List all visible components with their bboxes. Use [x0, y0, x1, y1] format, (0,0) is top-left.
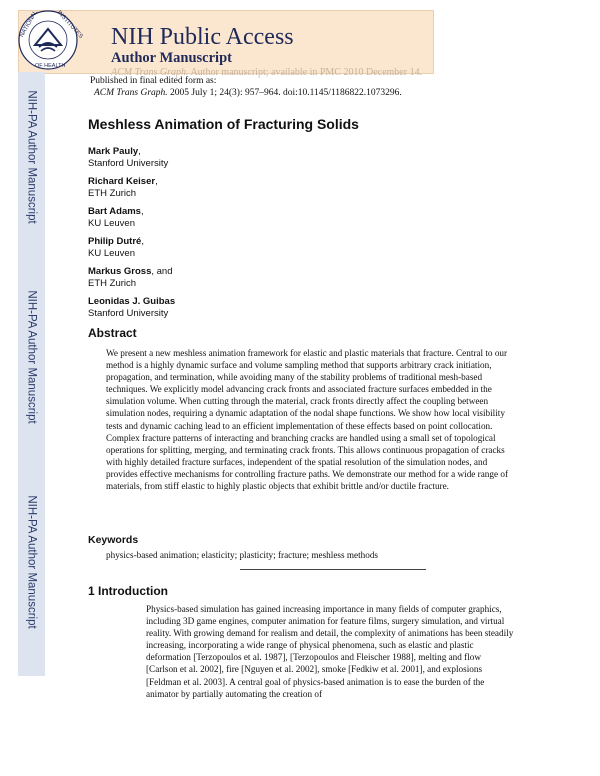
- author-entry: [88, 266, 175, 290]
- note-journal: ACM Trans Graph.: [111, 67, 189, 78]
- author-affiliation: KU Leuven: [88, 248, 136, 259]
- citation-rest: 2005 July 1; 24(3): 957–964. doi:10.1145/1186822.1073296.: [167, 88, 402, 98]
- author-manuscript-label: Author Manuscript: [111, 50, 232, 66]
- author-suffix: ,: [140, 206, 144, 217]
- author-entry: [88, 146, 175, 170]
- author-name: Richard Keiser: [88, 176, 156, 187]
- side-label-2: NIH-PA Author Manuscript: [25, 290, 38, 424]
- introduction-heading: 1 Introduction: [88, 584, 168, 598]
- paper-title: Meshless Animation of Fracturing Solids: [88, 116, 359, 132]
- author-suffix: , and: [151, 266, 173, 277]
- abstract-heading: Abstract: [88, 326, 137, 340]
- author-suffix: ,: [138, 146, 141, 157]
- nih-seal-logo: [17, 9, 84, 71]
- side-label-1: NIH-PA Author Manuscript: [25, 90, 38, 224]
- author-affiliation: ETH Zurich: [88, 188, 137, 199]
- published-line: Published in final edited form as:: [90, 76, 217, 86]
- author-name: Philip Dutré: [88, 236, 142, 247]
- seal-text-left: NATIONAL: [19, 9, 40, 39]
- nih-header-banner: [18, 9, 434, 78]
- author-list: [88, 146, 175, 326]
- author-name: Mark Pauly: [88, 146, 139, 157]
- author-name: Bart Adams: [88, 206, 141, 217]
- author-affiliation: Stanford University: [88, 308, 169, 319]
- introduction-text: Physics-based simulation has gained increasing importance in many fields of computer graphics, including 3D game engines, computer animation for feature films, surgery simulation, and virtual reality. With growing demand for realism and detail, the complexity of animations has been steadily increasing, incorporating a wide range of physical phenomena, such as elastic and plastic deformation [Terzopoulos et al. 1987], [Terzopoulos and Fleischer 1988], melting and flow [Carlson et al. 2002], fire [Nguyen et al. 2002], smoke [Fedkiw et al. 2001], and explosions [Feldman et al. 2003]. A central goal of physics-based animation is to ease the burden of the animator by partially automating the creation of: [146, 604, 514, 699]
- author-affiliation: Stanford University: [88, 158, 169, 169]
- keywords-heading: Keywords: [88, 534, 139, 546]
- author-affiliation: ETH Zurich: [88, 278, 137, 289]
- author-entry: [88, 206, 175, 230]
- author-suffix: ,: [155, 176, 158, 187]
- citation-line: [90, 87, 402, 99]
- author-suffix: ,: [141, 236, 144, 247]
- keywords-text: physics-based animation; elasticity; plasticity; fracture; meshless methods: [106, 550, 378, 560]
- seal-text-bottom: OF HEALTH: [35, 63, 66, 69]
- author-name: Markus Gross: [88, 266, 152, 277]
- nih-public-access-title: NIH Public Access: [111, 24, 294, 50]
- side-label-3: NIH-PA Author Manuscript: [25, 495, 38, 629]
- author-entry: [88, 236, 175, 260]
- side-strip: [18, 72, 45, 676]
- publication-info: [90, 75, 402, 99]
- author-affiliation: KU Leuven: [88, 218, 136, 229]
- note-rest: Author manuscript; available in PMC 2010 December 14.: [188, 67, 423, 78]
- author-name: Leonidas J. Guibas: [88, 296, 176, 307]
- author-entry: [88, 176, 175, 200]
- author-entry: [88, 296, 175, 320]
- seal-text-right: INSTITUTES: [55, 9, 84, 40]
- citation-journal: ACM Trans Graph.: [94, 88, 168, 98]
- abstract-text: We present a new meshless animation framework for elastic and plastic materials that fracture. Central to our method is a highly dynamic surface and volume sampling method that supports arbitrary crack initiation, propagation, and termination, while avoiding many of the stability problems of traditional mesh-based techniques. We explicitly model advancing crack fronts and associated fracture surfaces embedded in the simulation volume. When cutting through the material, crack fronts directly affect the coupling between simulation nodes, requiring a dynamic adaptation of the nodal shape functions. We show how local visibility tests and dynamic caching lead to an efficient implementation of these effects based on point collocation. Complex fracture patterns of interacting and branching cracks are handled using a small set of topological operations for splitting, merging, and terminating crack fronts. This allows continuous propagation of cracks with highly detailed fracture surfaces, independent of the spatial resolution of the simulation nodes, and provides effective mechanisms for controlling fracture paths. We demonstrate our method for a wide range of materials, from stiff elastic to highly plastic objects that exhibit brittle and/or ductile fracture.: [106, 348, 509, 492]
- section-divider: [240, 569, 426, 570]
